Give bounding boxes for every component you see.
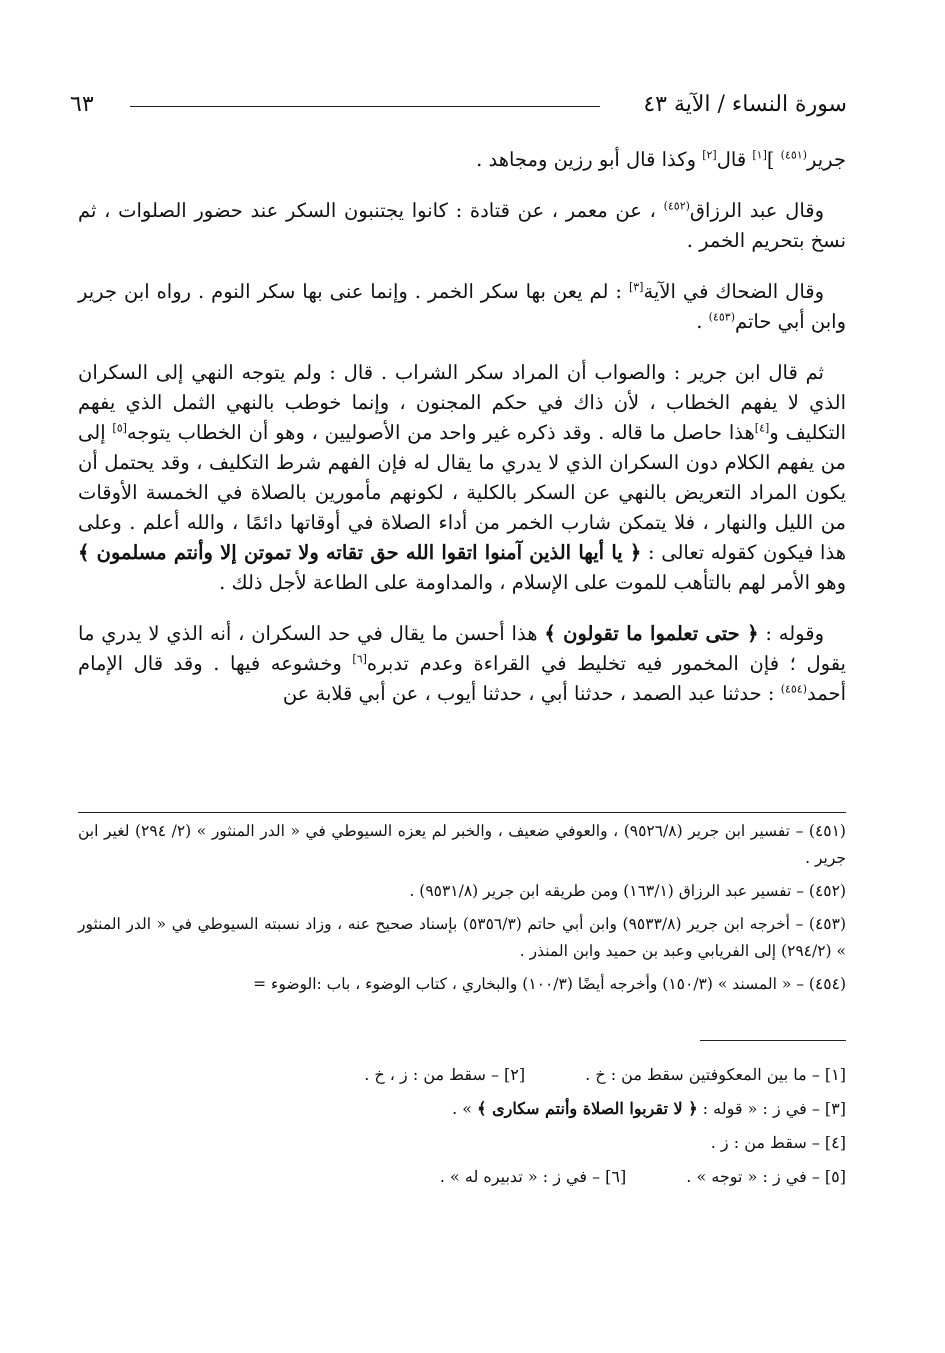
manuscript-variants [78,1058,846,1194]
footnote-ref: (٤٥٢) [663,199,690,213]
variant-ref: [٦] [352,652,367,666]
footnote: (٤٥١) – تفسير ابن جرير (٩٥٢٦/٨) ، والعوفي ضعيف ، والخبر لم يعزه السيوطي في « الدر المنثور » (٢/ ٢٩٤) لغير ابن جرير . [78,822,846,867]
text-run: . [696,310,709,333]
paragraph [78,277,846,337]
text-run: وخشوعه فيها . وقد قال الإمام أحمد [78,652,846,705]
footnote-ref: (٤٥٣) [708,310,735,324]
variant-note [452,1092,846,1126]
text-run: وقال عبد الرزاق [689,199,824,222]
text-run: [٣] – في ز : « قوله : [697,1099,846,1118]
text-run: جرير [807,148,846,171]
variant-ref: [٢] [702,148,717,162]
paragraph [78,145,846,175]
text-run: : لم يعن بها سكر الخمر . وإنما عنى بها سكر النوم . رواه ابن جرير وابن أبي حاتم [78,280,846,333]
text-run: ] [766,148,781,171]
footnote-divider [78,812,846,813]
variant-ref: [١] [752,148,767,162]
variant-ref: [٥] [112,421,127,435]
text-run: هذا أحسن ما يقال في حد السكران ، أنه الذي لا يدري ما يقول ؛ فإن المخمور فيه تخليط في القراءة وعدم تدبره [78,622,846,675]
text-run: ، عن معمر ، عن قتادة : كانوا يجتنبون السكر عند حضور الصلوات ، ثم نسخ بتحريم الخمر . [78,199,846,252]
page-number: ٦٣ [70,92,94,117]
surah-title: سورة النساء / الآية ٤٣ [643,92,847,117]
variant-row [78,1092,846,1126]
variant-row [78,1160,846,1194]
paragraph [78,196,846,256]
variant-ref: [٣] [628,280,644,294]
variants-divider [700,1040,846,1041]
text-run: وكذا قال أبو رزين ومجاهد . [476,148,703,171]
page-header [70,92,847,122]
text-run: إلى من يفهم الكلام دون السكران الذي لا يدري ما يقال له فإن الفهم شرط التكليف ، وقد يحتمل أن يكون المراد التعريض بالنهي عن السكر بالكلية ، لكونهم مأمورين بالصلاة في الخمسة الأوقات من الليل والنهار ، فلا يتمكن شارب الخمر من أداء الصلاة في أوقاتها دائمًا ، والله أعلم . وعلى هذا فيكون كقوله تعالى : [78,421,846,564]
text-run: وقوله : [758,622,824,645]
text-run: وقال الضحاك في الآية [643,280,825,303]
variant-row [78,1058,846,1092]
quran-verse: ﴿ لا تقربوا الصلاة وأنتم سكارى ﴾ [477,1099,698,1118]
text-run: قال [716,148,753,171]
paragraph [78,358,846,598]
text-run: ثم قال ابن جرير : والصواب أن المراد سكر الشراب . قال : ولم يتوجه النهي إلى السكران الذي لا يفهم الخطاب ، لأن ذاك في حكم المجنون ، وإنما خوطب بالنهي الثمل الذي يفهم التكليف و [78,361,847,444]
variant-note: [٢] – سقط من : ز ، خ . [364,1065,526,1084]
text-run: : حدثنا عبد الصمد ، حدثنا أبي ، حدثنا أيوب ، عن أبي قلابة عن [282,682,781,705]
paragraph [78,619,846,709]
footnote: (٤٥٣) – أخرجه ابن جرير (٩٥٣٣/٨) وابن أبي حاتم (٥٣٥٦/٣) بإسناد صحيح عنه ، وزاد نسبته السيوطي في « الدر المنثور » (٢٩٤/٢) إلى الفريابي وعبد بن حميد وابن المنذر . [78,915,846,960]
text-run: هذا حاصل ما قاله . وقد ذكره غير واحد من الأصوليين ، وهو أن الخطاب يتوجه [126,421,755,444]
main-text [78,145,846,730]
footnotes [78,818,846,1004]
variant-ref: [٤] [754,421,770,435]
footnote-ref: (٤٥٤) [780,682,808,696]
variant-note: [٥] – في ز : « توجه » . [686,1167,846,1186]
text-run: وهو الأمر لهم بالتأهب للموت على الإسلام ، والمداومة على الطاعة لأجل ذلك . [219,571,846,594]
variant-note: [٦] – في ز : « تدبيره له » . [439,1167,627,1186]
footnote-ref: (٤٥١) [780,148,807,162]
quran-verse: ﴿ يا أيها الذين آمنوا اتقوا الله حق تقاته ولا تموتن إلا وأنتم مسلمون ﴾ [78,541,642,564]
header-rule [130,106,600,107]
variant-row [78,1126,846,1160]
footnote: (٤٥٢) – تفسير عبد الرزاق (١٦٣/١) ومن طريقه ابن جرير (٩٥٣١/٨) . [409,882,846,900]
quran-verse: ﴿ حتى تعلموا ما تقولون ﴾ [544,622,759,645]
footnote: (٤٥٤) – « المسند » (١٥٠/٣) وأخرجه أيضًا (١٠٠/٣) والبخاري ، كتاب الوضوء ، باب :الوضوء = [253,975,846,993]
variant-note: [٤] – سقط من : ز . [710,1133,846,1152]
text-run: » . [452,1099,478,1118]
variant-note: [١] – ما بين المعكوفتين سقط من : خ . [585,1065,846,1084]
